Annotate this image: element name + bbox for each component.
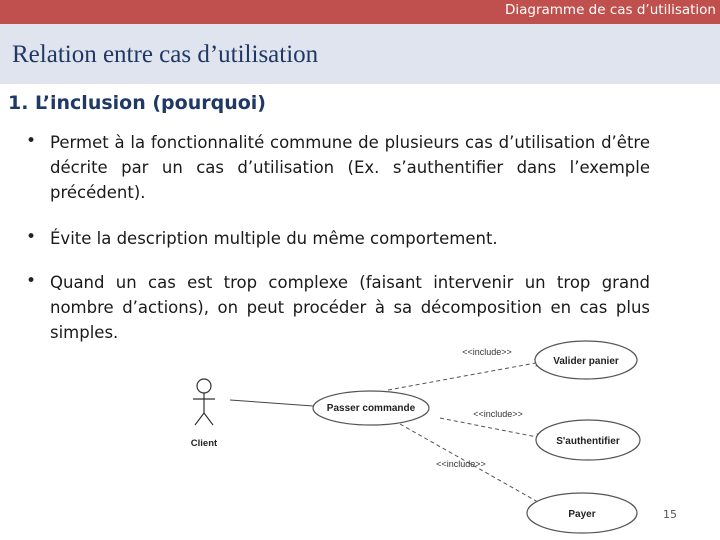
- slide-header-title: Diagramme de cas d’utilisation: [504, 2, 716, 18]
- bullet-dot-2: •: [26, 227, 37, 247]
- use-case-label-valider-panier: Valider panier: [553, 356, 619, 367]
- page-number: 15: [663, 508, 677, 521]
- stereotype-include-payer: <<include>>: [436, 459, 486, 469]
- bullet-dot-3: •: [26, 271, 37, 291]
- stereotype-include-authentifier: <<include>>: [473, 409, 523, 419]
- include-arrow-valider: [388, 362, 541, 390]
- actor-stick-figure: [193, 379, 215, 425]
- bullet-dot-1: •: [26, 131, 37, 151]
- actor-label: Client: [190, 438, 218, 449]
- bullet-text-2: Évite la description multiple du même comportement.: [50, 229, 498, 248]
- include-arrow-authentifier: [440, 418, 542, 438]
- use-case-label-authentifier: S'authentifier: [556, 436, 620, 447]
- bullet-text-3: Quand un cas est trop complexe (faisant intervenir un trop grand nombre d’actions), on peut procéder à sa décomposition en cas plus simples.: [50, 273, 650, 342]
- bullet-text-1: Permet à la fonctionnalité commune de plusieurs cas d’utilisation d’être décrite par un cas d’utilisation (Ex. s’authentifier dans l’exemple précédent).: [50, 133, 650, 202]
- heading-inclusion: 1. L’inclusion (pourquoi): [8, 92, 266, 114]
- section-title: Relation entre cas d’utilisation: [12, 41, 319, 68]
- use-case-label-payer: Payer: [568, 509, 596, 520]
- stereotype-include-valider: <<include>>: [462, 347, 512, 357]
- use-case-label-passer-commande: Passer commande: [326, 403, 416, 414]
- association-line: [230, 400, 313, 406]
